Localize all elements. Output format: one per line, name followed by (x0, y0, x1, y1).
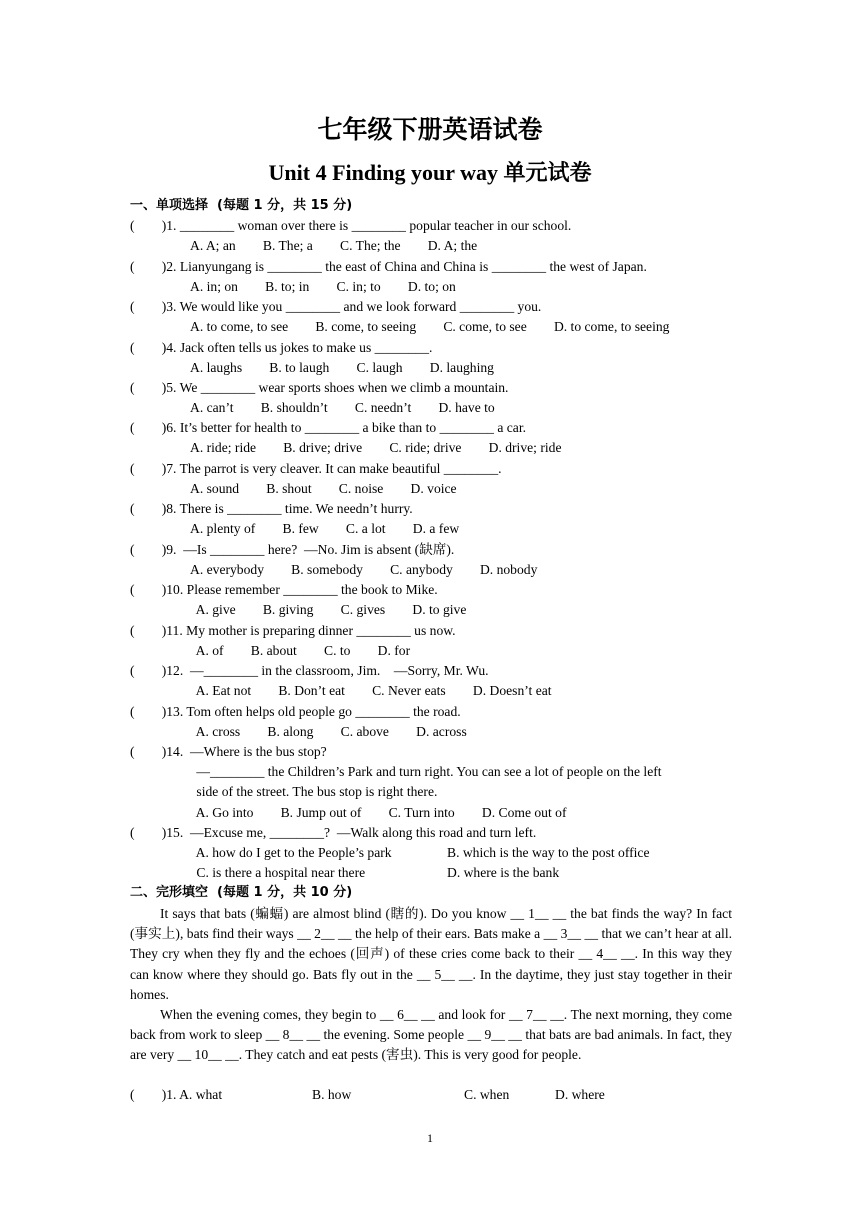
question-option: A. how do I get to the People’s park (193, 845, 392, 860)
page-number: 1 (427, 1131, 433, 1145)
cloze-paragraph-1: It says that bats (蝙蝠) are almost blind (瞎的). Do you know __ 1__ __ the bat finds the way? In fact (事实上), bats find their ways __ 2__ __ the help of their ears. Bats make a __ 3__ __ that we can’t hear at all. They cry when they fly and the echoes (回声) of these cries come back to their __ 4__ __. In this way they can know where they should go. Bats fly out in the __ 5__ __. In the daytime, they just stay together in their homes. (130, 906, 732, 1002)
question-option: D. where is the bank (447, 865, 560, 880)
question-options: A. sound B. shout C. noise D. voice (190, 481, 457, 496)
cloze-option-d: D. where (555, 1087, 605, 1102)
question-dialogue-line: —________ the Children’s Park and turn right. You can see a lot of people on the left (193, 764, 662, 779)
question-options: A. plenty of B. few C. a lot D. a few (190, 521, 460, 536)
question-line: ( )7. The parrot is very cleaver. It can make beautiful ________. (130, 461, 502, 476)
question-option: C. is there a hospital near there (193, 865, 366, 880)
question-line: ( )6. It’s better for health to ________ a bike than to ________ a car. (130, 420, 527, 435)
section-heading-multiple-choice: 一、单项选择 (每题 1 分，共 15 分) (130, 198, 353, 213)
question-line: ( )4. Jack often tells us jokes to make us ________. (130, 340, 433, 355)
question-line: ( )14. —Where is the bus stop? (130, 744, 327, 759)
question-line: ( )15. —Excuse me, ________? —Walk along this road and turn left. (130, 825, 537, 840)
question-line: ( )9. —Is ________ here? —No. Jim is absent (缺席). (130, 542, 455, 557)
cloze-paragraph-2: When the evening comes, they begin to __ 6__ __ and look for __ 7__ __. The next morning, they come back from work to sleep __ 8__ __ the evening. Some people __ 9__ __ that bats are bad animals. In fact, they are very __ 10__ __. They catch and eat pests (害虫). This is very good for people. (130, 1007, 732, 1063)
question-options: A. of B. about C. to D. for (193, 643, 411, 658)
question-options: A. everybody B. somebody C. anybody D. nobody (190, 562, 538, 577)
question-line: ( )12. —________ in the classroom, Jim. —Sorry, Mr. Wu. (130, 663, 489, 678)
cloze-question-line: ( )1. A. what (130, 1087, 223, 1102)
question-options: A. Go into B. Jump out of C. Turn into D. Come out of (193, 805, 567, 820)
question-options: A. Eat not B. Don’t eat C. Never eats D. Doesn’t eat (193, 683, 552, 698)
section-heading-cloze: 二、完形填空 (每题 1 分，共 10 分) (130, 885, 353, 900)
question-options: A. to come, to see B. come, to seeing C. come, to see D. to come, to seeing (190, 319, 670, 334)
question-line: ( )13. Tom often helps old people go ________ the road. (130, 704, 461, 719)
question-dialogue-line: side of the street. The bus stop is right there. (193, 784, 438, 799)
question-options: A. A; an B. The; a C. The; the D. A; the (190, 238, 478, 253)
question-options: A. can’t B. shouldn’t C. needn’t D. have to (190, 400, 495, 415)
question-line: ( )2. Lianyungang is ________ the east of China and China is ________ the west of Japan. (130, 259, 647, 274)
page-title: 七年级下册英语试卷 (317, 115, 543, 144)
question-options: A. give B. giving C. gives D. to give (193, 602, 467, 617)
question-line: ( )5. We ________ wear sports shoes when we climb a mountain. (130, 380, 509, 395)
cloze-option-c: C. when (464, 1087, 510, 1102)
question-options: A. in; on B. to; in C. in; to D. to; on (190, 279, 456, 294)
page-subtitle: Unit 4 Finding your way 单元试卷 (268, 160, 592, 185)
cloze-option-b: B. how (312, 1087, 352, 1102)
question-line: ( )10. Please remember ________ the book to Mike. (130, 582, 438, 597)
question-options: A. cross B. along C. above D. across (193, 724, 467, 739)
question-options: A. laughs B. to laugh C. laugh D. laughing (190, 360, 494, 375)
question-line: ( )1. ________ woman over there is ________ popular teacher in our school. (130, 218, 572, 233)
question-options: A. ride; ride B. drive; drive C. ride; drive D. drive; ride (190, 440, 562, 455)
question-option: B. which is the way to the post office (447, 845, 650, 860)
question-line: ( )11. My mother is preparing dinner ________ us now. (130, 623, 456, 638)
question-line: ( )8. There is ________ time. We needn’t hurry. (130, 501, 413, 516)
question-line: ( )3. We would like you ________ and we look forward ________ you. (130, 299, 542, 314)
